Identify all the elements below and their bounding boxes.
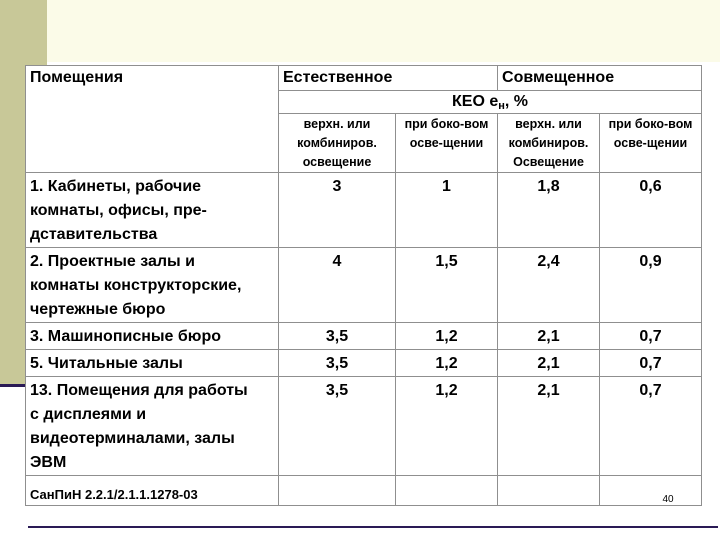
room-line: комнаты, офисы, пре- [30,202,207,219]
value-cell: 1 [396,173,498,248]
header-rooms: Помещения [26,66,279,173]
value-cell: 2,1 [498,323,600,350]
room-cell [26,377,279,476]
header-row [26,66,702,91]
header-keo [279,91,702,114]
subheader-line: Освещение [513,155,584,169]
room-line: с дисплеями и [30,406,147,423]
keo-label: КЕО е [452,93,499,110]
page-number: 40 [662,494,674,505]
table-row [26,248,702,323]
subheader-combined-top [498,114,600,173]
value-cell: 3,5 [279,377,396,476]
source-cell: СанПиН 2.2.1/2.1.1.1278-03 [26,476,279,506]
subheader-combined-side [600,114,702,173]
subheader-line: комбиниров. [297,136,377,150]
room-line: 2. Проектные залы и [30,253,195,270]
value-cell: 1,2 [396,350,498,377]
value-cell: 0,7 [600,323,702,350]
room-line: дставительства [30,226,158,243]
value-cell: 2,1 [498,350,600,377]
subheader-line: верхн. или [303,117,371,131]
source-row [26,476,702,506]
empty-cell [498,476,600,506]
keo-subscript: н [498,100,505,112]
room-line: 3. Машинописные бюро [30,328,221,345]
empty-cell [396,476,498,506]
value-cell: 0,9 [600,248,702,323]
room-line: комнаты конструкторские, [30,277,242,294]
room-line: видеотерминалами, залы [30,430,235,447]
subheader-line: осве-щении [409,136,484,150]
value-cell: 3 [279,173,396,248]
room-cell [26,350,279,377]
value-cell: 2,1 [498,377,600,476]
room-line: 13. Помещения для работы [30,382,248,399]
bottom-accent-line [28,526,718,528]
subheader-line: при боко-вом [404,117,489,131]
table-row [26,350,702,377]
keo-unit: , % [504,93,529,110]
top-decor-band [47,0,720,62]
header-natural: Естественное [279,66,498,91]
room-line: 5. Читальные залы [30,355,183,372]
value-cell: 0,6 [600,173,702,248]
left-accent-line [0,384,26,387]
value-cell: 0,7 [600,377,702,476]
value-cell: 4 [279,248,396,323]
value-cell: 3,5 [279,323,396,350]
keo-table [25,65,702,506]
room-cell [26,248,279,323]
table-row [26,323,702,350]
value-cell: 1,2 [396,377,498,476]
table-row [26,377,702,476]
subheader-line: при боко-вом [608,117,693,131]
subheader-line: освещение [302,155,372,169]
subheader-natural-top [279,114,396,173]
room-line: ЭВМ [30,454,67,471]
value-cell: 1,5 [396,248,498,323]
value-cell: 1,8 [498,173,600,248]
subheader-line: верхн. или [515,117,582,131]
value-cell: 2,4 [498,248,600,323]
table-row [26,173,702,248]
value-cell: 0,7 [600,350,702,377]
value-cell: 1,2 [396,323,498,350]
room-line: чертежные бюро [30,301,166,318]
room-line: 1. Кабинеты, рабочие [30,178,202,195]
room-cell [26,173,279,248]
value-cell: 3,5 [279,350,396,377]
room-cell [26,323,279,350]
subheader-line: осве-щении [613,136,688,150]
subheader-natural-side [396,114,498,173]
subheader-line: комбиниров. [508,136,589,150]
header-combined: Совмещенное [498,66,702,91]
empty-cell [279,476,396,506]
